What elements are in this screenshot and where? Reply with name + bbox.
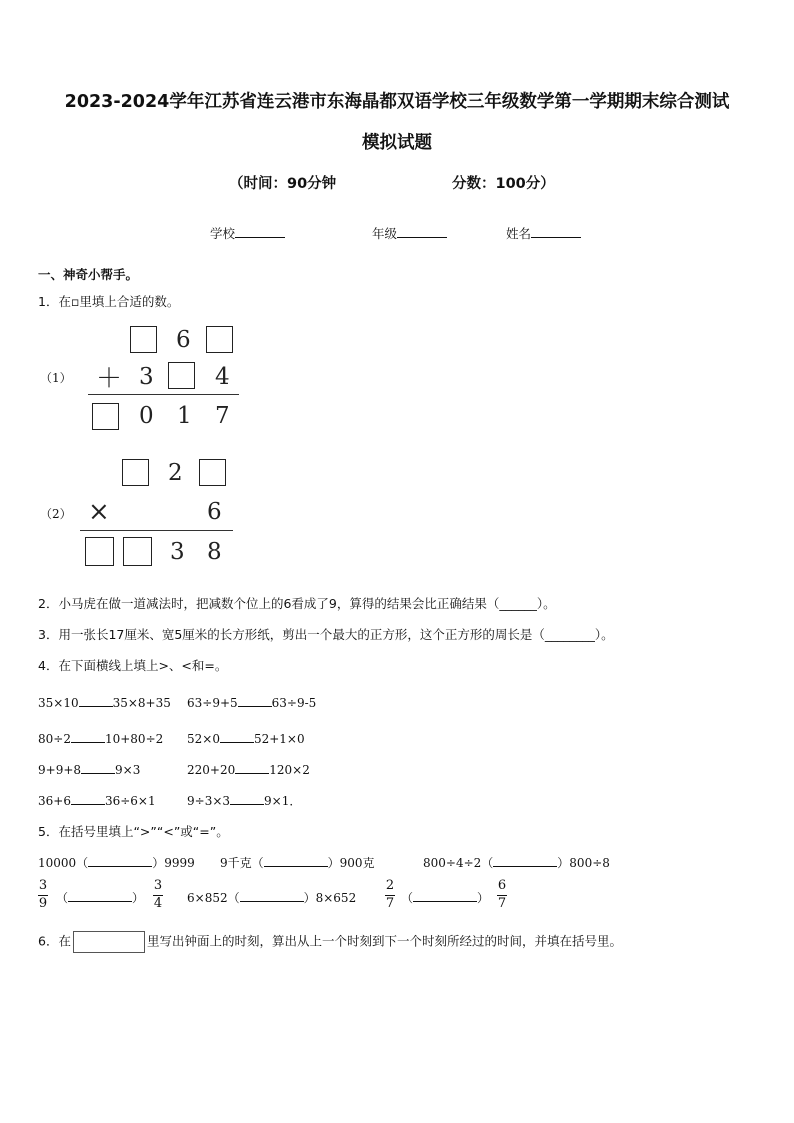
compare-paren: （ ）: [401, 891, 490, 905]
answer-blank[interactable]: [235, 760, 269, 774]
digit: 3: [139, 364, 154, 390]
answer-blank[interactable]: [264, 854, 328, 867]
compare-item: 10000（ ）9999: [38, 856, 195, 870]
question-3: 3．用一张长17厘米、宽5厘米的长方形纸，剪出一个最大的正方形，这个正方形的周长是（________）。: [38, 627, 614, 642]
answer-blank[interactable]: [240, 889, 304, 902]
question-6: 6．在 里写出钟面上的时刻，算出从上一个时刻到下一个时刻所经过的时间，并填在括号里。: [38, 931, 622, 953]
time-input-box[interactable]: [73, 931, 145, 953]
times-sign: ×: [88, 497, 110, 527]
digit: 6: [176, 327, 191, 353]
answer-box[interactable]: [206, 326, 233, 353]
answer-box[interactable]: [92, 403, 119, 430]
part-1-label: （1）: [40, 371, 72, 385]
digit: 1: [177, 403, 192, 429]
school-blank[interactable]: [235, 224, 285, 238]
fraction: 2 7: [385, 878, 395, 911]
question-2: 2．小马虎在做一道减法时，把减数个位上的6看成了9，算得的结果会比正确结果（______）。: [38, 596, 556, 611]
compare-item: 9+9+8 9×3: [38, 760, 140, 777]
part-2-label: （2）: [40, 507, 72, 521]
digit: 2: [168, 460, 183, 486]
product-line: [80, 530, 233, 531]
answer-blank[interactable]: [493, 854, 557, 867]
grade-field[interactable]: [372, 224, 447, 242]
answer-blank[interactable]: [413, 889, 477, 902]
question-1: 1．在▫里填上合适的数。: [38, 294, 180, 309]
answer-blank[interactable]: [88, 854, 152, 867]
answer-blank[interactable]: [220, 729, 254, 743]
question-5: 5．在括号里填上“>”“<”或“=”。: [38, 824, 229, 839]
page-title: 2023-2024学年江苏省连云港市东海晶都双语学校三年级数学第一学期期末综合测试: [64, 92, 730, 112]
answer-blank[interactable]: [230, 791, 264, 805]
answer-blank[interactable]: [71, 791, 105, 805]
section-heading: 一、神奇小帮手。: [38, 267, 139, 282]
answer-box[interactable]: [123, 537, 152, 566]
compare-item: 35×10 35×8+35: [38, 693, 171, 710]
digit: 3: [170, 539, 185, 565]
compare-item: 800÷4÷2（ ）800÷8: [423, 856, 610, 870]
compare-item: 220+20 120×2: [187, 760, 310, 777]
compare-item: 6×852（ ）8×652: [187, 891, 357, 905]
fraction: 3 9: [38, 878, 48, 911]
compare-item: 80÷2 10+80÷2: [38, 729, 163, 746]
answer-box[interactable]: [85, 537, 114, 566]
answer-blank[interactable]: [81, 760, 115, 774]
answer-box[interactable]: [122, 459, 149, 486]
digit: 8: [207, 539, 222, 565]
answer-blank[interactable]: [238, 693, 272, 707]
fraction: 6 7: [497, 878, 507, 911]
page-title-line2: 模拟试题: [362, 133, 432, 153]
compare-item: 9千克（ ）900克: [220, 856, 375, 870]
answer-box[interactable]: [199, 459, 226, 486]
name-blank[interactable]: [531, 224, 581, 238]
answer-box[interactable]: [130, 326, 157, 353]
answer-box[interactable]: [168, 362, 195, 389]
total-score: 分数：100分）: [452, 176, 555, 192]
compare-item: 52×0 52+1×0: [187, 729, 305, 746]
time-limit: （时间：90分钟: [229, 176, 337, 192]
question-4: 4．在下面横线上填上>、<和=。: [38, 658, 228, 673]
school-field[interactable]: [210, 224, 285, 242]
compare-item: 63÷9+5 63÷9-5: [187, 693, 316, 710]
digit: 0: [139, 403, 154, 429]
digit: 7: [215, 403, 230, 429]
plus-sign: ＋: [96, 364, 123, 394]
compare-item: 9÷3×3 9×1．: [187, 791, 301, 809]
fraction: 3 4: [153, 878, 163, 911]
sum-line: [88, 394, 239, 395]
answer-blank[interactable]: [68, 889, 132, 902]
school-label: 学校: [210, 226, 236, 241]
grade-blank[interactable]: [397, 224, 447, 238]
name-field[interactable]: [506, 224, 581, 242]
compare-paren: （ ）: [56, 891, 145, 905]
digit: 6: [207, 499, 222, 525]
answer-blank[interactable]: [71, 729, 105, 743]
compare-item: 36+6 36÷6×1: [38, 791, 156, 808]
answer-blank[interactable]: [79, 693, 113, 707]
grade-label: 年级: [372, 226, 398, 241]
name-label: 姓名: [506, 226, 532, 241]
digit: 4: [215, 364, 230, 390]
